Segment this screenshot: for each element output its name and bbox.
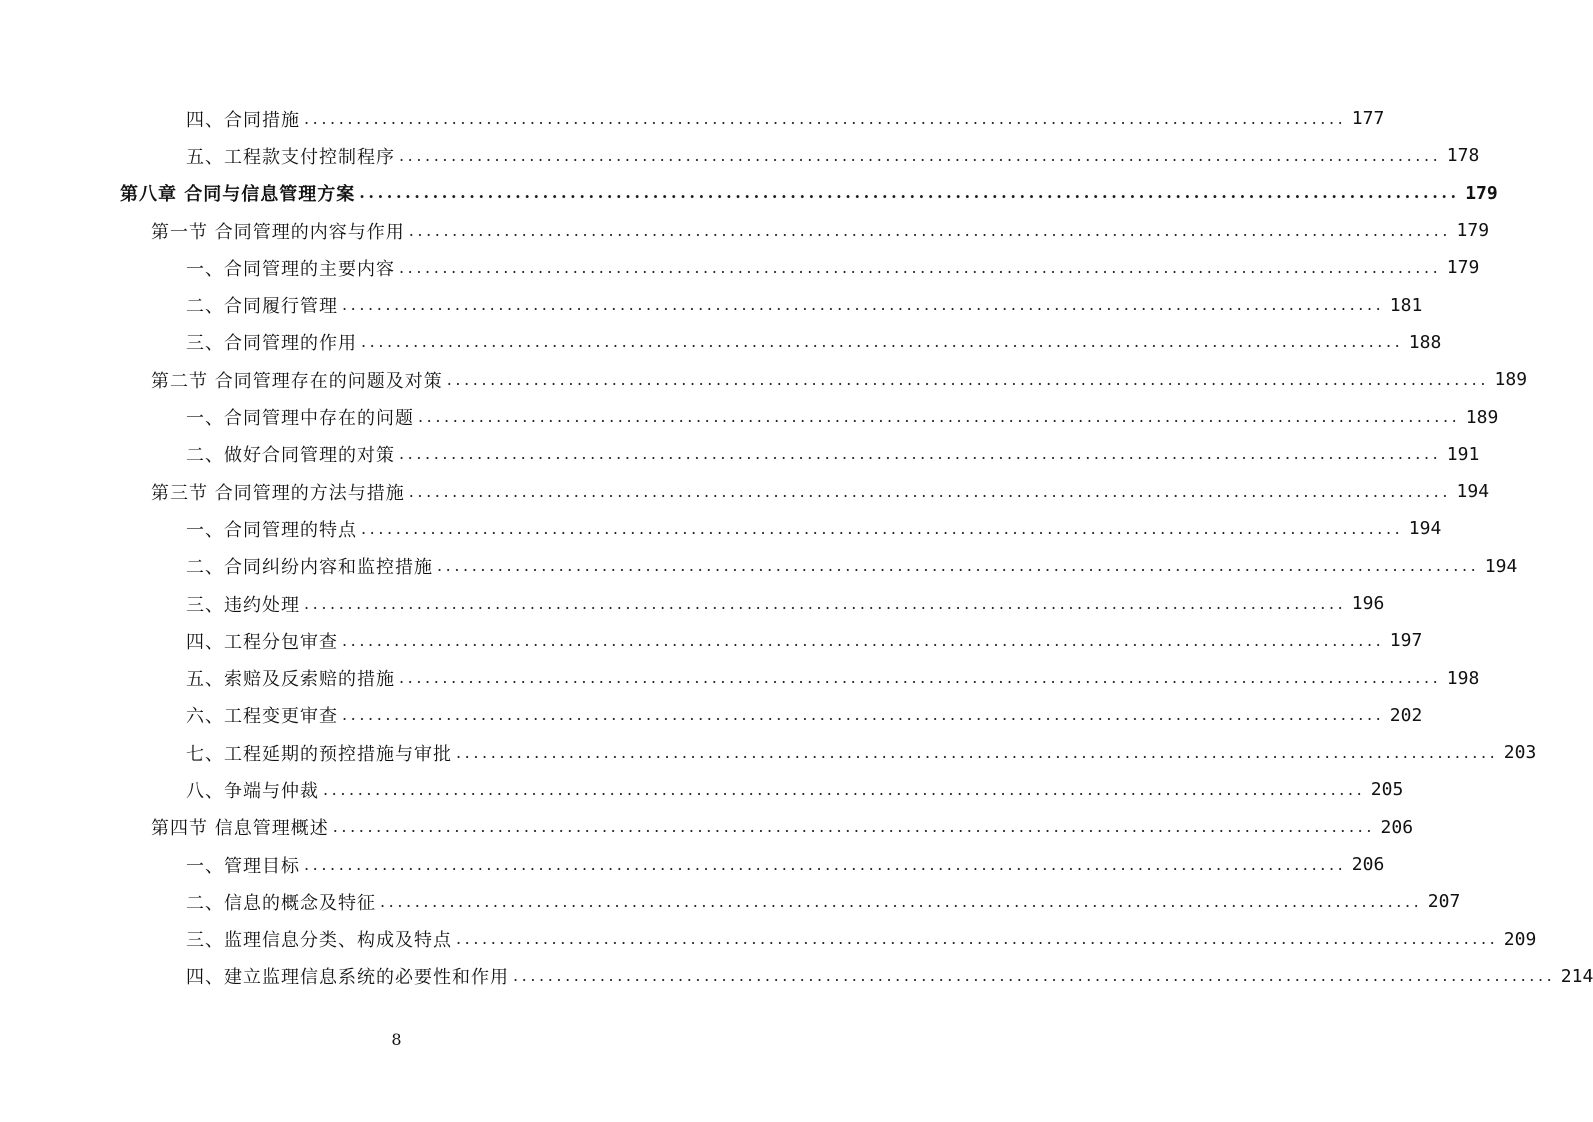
toc-entry-page: 188 [1408,331,1442,353]
toc-entry-item[interactable] [0,398,1499,435]
toc-entry-page: 178 [1446,145,1480,167]
toc-entry-page: 206 [1380,816,1414,838]
toc-entry-item[interactable] [0,510,1442,547]
toc-entry-item[interactable] [0,734,1537,771]
toc-entry-title: 二、信息的概念及特征 [186,892,376,914]
toc-entry-title: 三、合同管理的作用 [186,333,357,355]
toc-dot-leader: ........................................................................................................................ [342,630,1385,650]
toc-entry-title: 二、合同纠纷内容和监控措施 [186,557,433,579]
toc-dot-leader: ........................................................................................................................ [342,295,1385,315]
toc-entry-page: 214 [1560,965,1593,987]
toc-entry-title: 二、合同履行管理 [186,296,338,318]
toc-entry-item[interactable] [0,846,1385,883]
toc-entry-page: 179 [1456,220,1490,242]
toc-entry-page: 206 [1351,854,1385,876]
toc-entry-title: 一、合同管理的特点 [186,519,357,541]
toc-entry-page: 197 [1389,630,1423,652]
toc-entry-chapter[interactable] [0,175,1498,212]
toc-entry-title: 四、合同措施 [186,109,300,131]
toc-dot-leader: ........................................................................................................................ [399,257,1442,277]
toc-entry-page: 194 [1484,555,1518,577]
toc-entry-title: 第一节 合同管理的内容与作用 [151,221,405,243]
table-of-contents [0,100,1593,995]
toc-entry-page: 181 [1389,294,1423,316]
toc-entry-title: 六、工程变更审查 [186,706,338,728]
toc-entry-title: 四、工程分包审查 [186,631,338,653]
toc-entry-title: 八、争端与仲裁 [186,780,319,802]
toc-entry-page: 177 [1351,108,1385,130]
toc-entry-section[interactable] [0,212,1490,249]
toc-dot-leader: ........................................................................................................................ [304,593,1347,613]
toc-dot-leader: ........................................................................................................................ [323,779,1366,799]
toc-dot-leader: ........................................................................................................................ [359,183,1460,203]
toc-entry-title: 第二节 合同管理存在的问题及对策 [151,370,443,392]
toc-entry-item[interactable] [0,548,1518,585]
toc-entry-title: 一、合同管理的主要内容 [186,258,395,280]
toc-dot-leader: ........................................................................................................................ [361,518,1404,538]
toc-entry-page: 196 [1351,593,1385,614]
toc-dot-leader: ........................................................................................................................ [399,145,1442,165]
toc-entry-title: 五、索赔及反索赔的措施 [186,669,395,691]
toc-entry-title: 五、工程款支付控制程序 [186,146,395,168]
toc-entry-title: 三、监理信息分类、构成及特点 [186,930,452,952]
toc-dot-leader: ........................................................................................................................ [446,369,1490,389]
toc-dot-leader: ........................................................................................................................ [361,332,1404,352]
toc-entry-item[interactable] [0,249,1480,286]
toc-entry-page: 194 [1456,481,1490,503]
toc-dot-leader: ........................................................................................................................ [456,742,1499,762]
toc-dot-leader: ........................................................................................................................ [304,854,1347,874]
toc-dot-leader: ........................................................................................................................ [408,220,1452,240]
toc-entry-title: 七、工程延期的预控措施与审批 [186,743,452,765]
toc-entry-page: 191 [1446,443,1480,465]
toc-dot-leader: ........................................................................................................................ [332,817,1376,837]
toc-entry-section[interactable] [0,809,1414,846]
toc-entry-item[interactable] [0,585,1385,622]
toc-entry-page: 179 [1465,182,1498,204]
toc-entry-title: 一、管理目标 [186,855,300,877]
toc-entry-title: 三、违约处理 [186,594,300,616]
toc-entry-item[interactable] [0,622,1423,659]
toc-entry-item[interactable] [0,100,1385,137]
toc-entry-page: 203 [1503,742,1537,764]
toc-entry-item[interactable] [0,958,1593,995]
toc-entry-item[interactable] [0,697,1423,734]
toc-dot-leader: ........................................................................................................................ [513,966,1556,986]
toc-entry-section[interactable] [0,361,1528,398]
toc-entry-item[interactable] [0,659,1480,696]
toc-entry-title: 第三节 合同管理的方法与措施 [151,482,405,504]
toc-list [0,100,1593,995]
page-number: 8 [391,1030,402,1049]
toc-dot-leader: ........................................................................................................................ [399,444,1442,464]
toc-entry-page: 189 [1465,406,1499,428]
toc-dot-leader: ........................................................................................................................ [418,407,1461,427]
toc-entry-title: 二、做好合同管理的对策 [186,445,395,467]
toc-entry-page: 209 [1503,928,1537,950]
toc-entry-page: 205 [1370,779,1404,801]
toc-entry-item[interactable] [0,137,1480,174]
toc-entry-item[interactable] [0,883,1461,920]
toc-entry-item[interactable] [0,436,1480,473]
toc-entry-item[interactable] [0,921,1537,958]
toc-entry-title: 四、建立监理信息系统的必要性和作用 [186,967,509,989]
toc-entry-section[interactable] [0,473,1490,510]
toc-entry-page: 189 [1494,369,1528,391]
toc-dot-leader: ........................................................................................................................ [408,481,1452,501]
toc-entry-item[interactable] [0,324,1442,361]
toc-dot-leader: ........................................................................................................................ [437,556,1480,576]
toc-entry-title: 第四节 信息管理概述 [151,818,329,840]
toc-dot-leader: ........................................................................................................................ [380,891,1423,911]
toc-dot-leader: ........................................................................................................................ [399,668,1442,688]
toc-dot-leader: ........................................................................................................................ [342,705,1385,725]
toc-entry-page: 179 [1446,257,1480,279]
toc-entry-title: 第八章 合同与信息管理方案 [120,184,356,206]
toc-entry-page: 202 [1389,704,1423,726]
toc-entry-page: 207 [1427,891,1461,913]
toc-entry-item[interactable] [0,286,1423,323]
toc-dot-leader: ........................................................................................................................ [456,929,1499,949]
toc-entry-page: 198 [1446,667,1480,689]
toc-dot-leader: ........................................................................................................................ [304,108,1347,128]
toc-entry-item[interactable] [0,771,1404,808]
toc-entry-page: 194 [1408,518,1442,540]
toc-entry-title: 一、合同管理中存在的问题 [186,408,414,430]
